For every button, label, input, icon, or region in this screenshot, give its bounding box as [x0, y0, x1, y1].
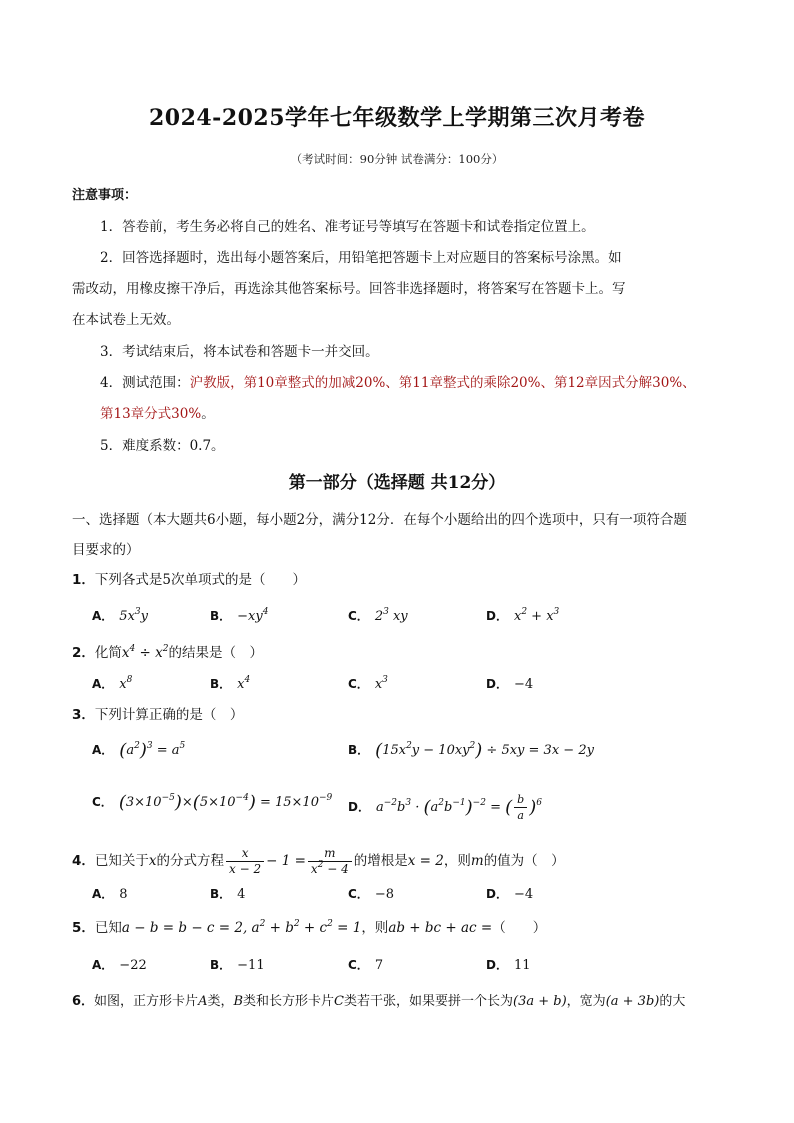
q1-option-d: D． $x^2 + x^3$ — [486, 607, 560, 624]
q1-option-b: B． $-xy^4$ — [210, 607, 269, 624]
q5-option-d: D． 11 — [486, 958, 531, 973]
section-title: 第一部分（选择题 共12分） — [288, 473, 506, 493]
notes-heading: 注意事项： — [72, 188, 138, 203]
test-scope-text-cont: 第13章分式30% — [100, 406, 202, 422]
question-5: 5．已知a − b = b − c = 2, $a^2 + b^2 + c^2 = 1$，则ab + bc + ac =（ ） — [72, 919, 547, 936]
section-intro-line-2: 目要求的） — [72, 542, 140, 558]
note-item-2-line-2: 需改动，用橡皮擦干净后，再选涂其他答案标号。回答非选择题时，将答案写在答题卡上。写 — [72, 281, 626, 297]
q2-option-b: B． $x^4$ — [210, 675, 251, 692]
note-item-3: 3．考试结束后，将本试卷和答题卡一并交回。 — [100, 344, 379, 360]
q2-option-a: A． $x^8$ — [92, 675, 133, 692]
q1-option-a: A． $5x^3y$ — [92, 607, 148, 624]
q3-option-d: D． $a^{-2}b^3 \cdot (a^2b^{-1})^{-2}$ = ( $\frac{b}{a}$ )$^6$ — [348, 793, 542, 822]
test-scope-text: 沪教版，第10章整式的加减20%、第11章整式的乘除20%、第12章因式分解30%、 — [189, 375, 696, 391]
note-item-2-line-1: 2．回答选择题时，选出每小题答案后，用铅笔把答题卡上对应题目的答案标号涂黑。如 — [100, 250, 622, 266]
exam-subtitle: （考试时间：90分钟 试卷满分：100分） — [290, 152, 504, 166]
question-3: 3．下列计算正确的是（ ） — [72, 707, 244, 723]
q3-option-c: C． $(3\times 10^{-5})\times(5\times 10^{-4}) = 15\times 10^{-9}$ — [92, 792, 333, 813]
note-item-2-line-3: 在本试卷上无效。 — [72, 312, 180, 328]
q3-option-a: A． $(a^2)^3 = a^5$ — [92, 740, 186, 761]
question-4: 4．已知关于x的分式方程 $\frac{x}{x - 2}$ − 1 = $\frac{m}{x^2 - 4}$ 的增根是x = 2，则m的值为（ ） — [72, 846, 565, 876]
section-intro-line-1: 一、选择题（本大题共6小题，每小题2分，满分12分．在每个小题给出的四个选项中，只有一项符合题 — [72, 512, 687, 528]
q1-option-c: C． $2^3$ xy — [348, 607, 408, 624]
q3-option-b: B． $(15x^2y - 10xy^2) \div 5xy = 3x - 2y$ — [348, 740, 594, 761]
q4-option-d: D． −4 — [486, 887, 534, 902]
note-item-4-line-2: 第13章分式30%。 — [100, 406, 215, 422]
note-item-4-line-1 — [100, 373, 696, 393]
note-item-4-prefix: 4．测试范围： — [100, 375, 190, 391]
question-2: 2．化简$x^4 \div x^2$的结果是（ ） — [72, 644, 264, 661]
q2-option-d: D． −4 — [486, 677, 534, 692]
page-title: 2024-2025学年七年级数学上学期第三次月考卷 — [148, 105, 646, 131]
question-1: 1．下列各式是5次单项式的是（ ） — [72, 572, 306, 588]
q4-option-b: B． 4 — [210, 887, 246, 902]
q5-option-b: B． −11 — [210, 958, 265, 973]
q5-option-a: A． −22 — [92, 958, 147, 973]
q2-option-c: C． $x^3$ — [348, 675, 388, 692]
q5-option-c: C． 7 — [348, 958, 384, 973]
note-item-1: 1．答卷前，考生务必将自己的姓名、准考证号等填写在答题卡和试卷指定位置上。 — [100, 219, 595, 235]
q4-option-c: C． −8 — [348, 887, 394, 902]
q4-option-a: A． 8 — [92, 887, 128, 902]
question-6: 6．如图，正方形卡片A类，B类和长方形卡片C类若干张，如果要拼一个长为(3a + b)，宽为(a + 3b)的大 — [72, 994, 686, 1009]
note-item-5: 5．难度系数：0.7。 — [100, 438, 225, 454]
